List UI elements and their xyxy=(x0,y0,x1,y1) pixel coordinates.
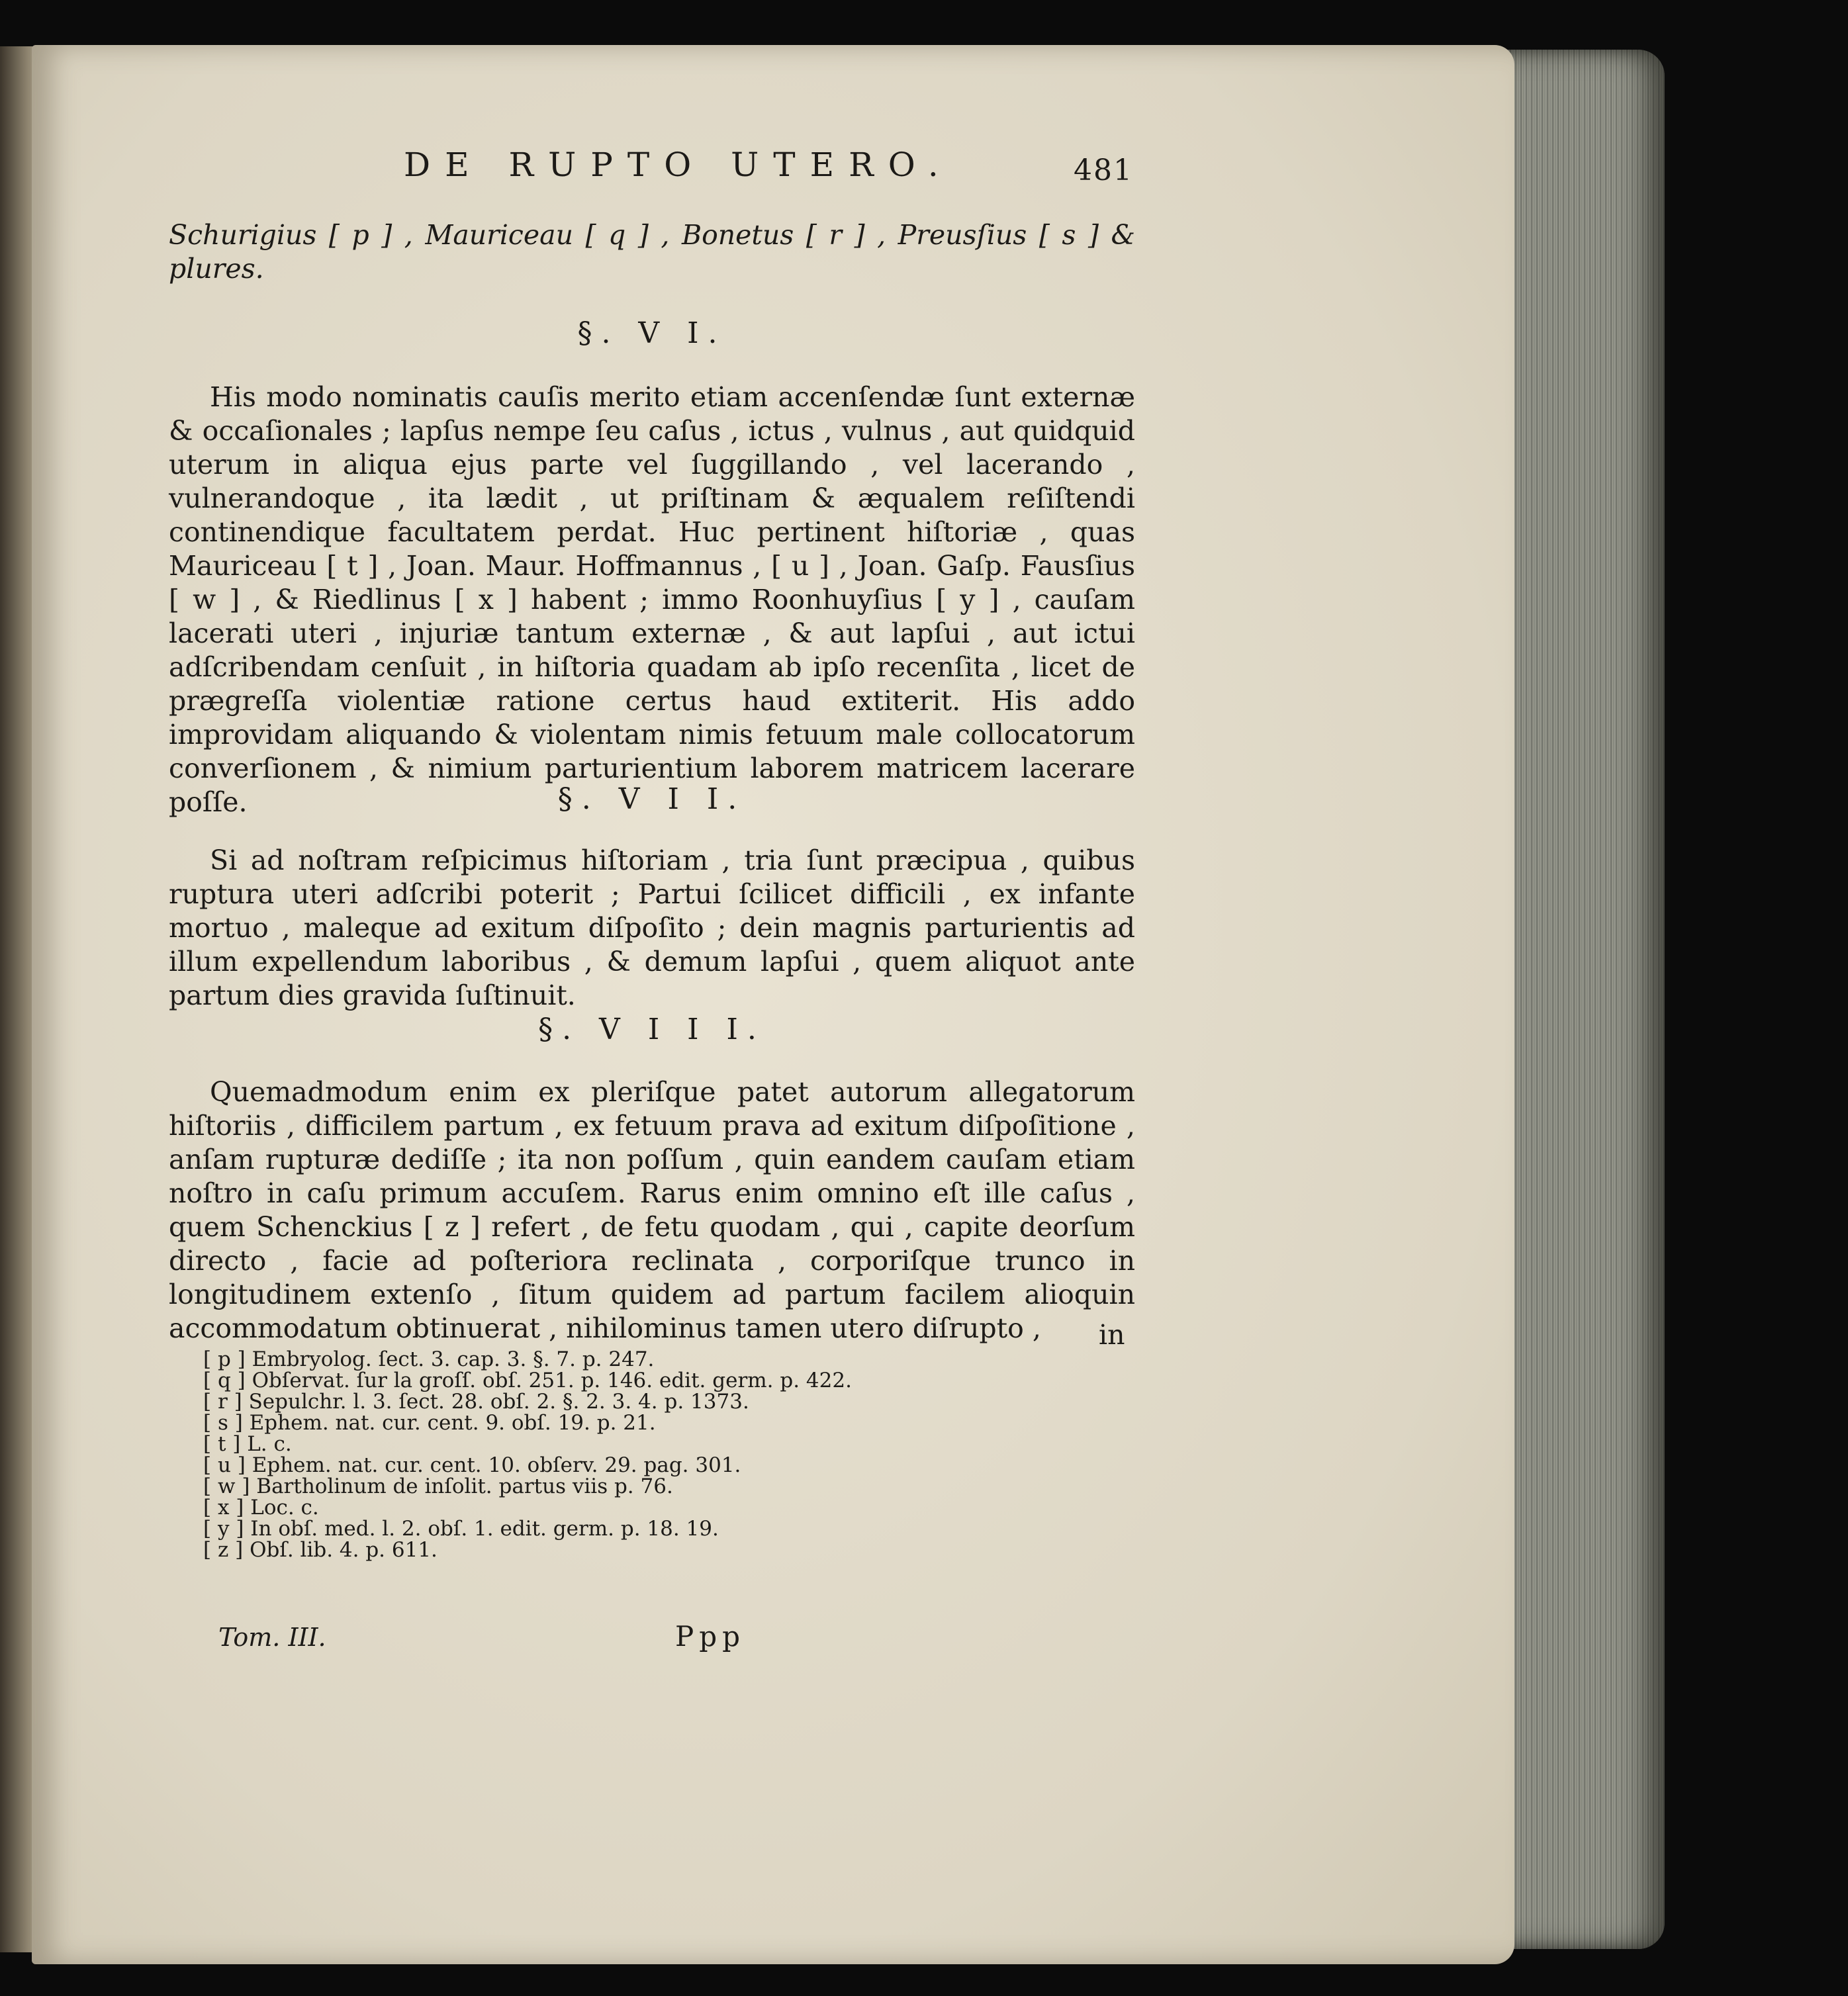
footnote-x: [ x ] Loc. c. xyxy=(203,1496,319,1520)
footnote-z: [ z ] Obſ. lib. 4. p. 611. xyxy=(203,1538,438,1562)
footnote-u: [ u ] Ephem. nat. cur. cent. 10. obſerv. 29. pag. 301. xyxy=(203,1453,741,1477)
section-title-vii: §. V I I. xyxy=(557,782,747,816)
section-vi-body xyxy=(169,381,1135,819)
intro-text xyxy=(169,218,1135,286)
intro-paragraph: Schurigius [ p ] , Mauriceau [ q ] , Bonetus [ r ] , Preusſius [ s ] & plures. xyxy=(169,219,1135,285)
footnote-q: [ q ] Obſervat. ſur la groſſ. obſ. 251. p. 146. edit. germ. p. 422. xyxy=(203,1369,852,1392)
catchword: in xyxy=(1099,1319,1125,1351)
footnote-r: [ r ] Sepulchr. l. 3. ſect. 28. obſ. 2. §. 2. 3. 4. p. 1373. xyxy=(203,1390,749,1414)
footnote-y: [ y ] In obſ. med. l. 2. obſ. 1. edit. germ. p. 18. 19. xyxy=(203,1517,719,1541)
paragraph: His modo nominatis cauſis merito etiam accenſendæ ſunt externæ & occaſionales ; lapſus nempe ſeu caſus , ictus , vulnus , aut quidquid uterum in aliqua ejus parte vel ſuggillando , vel lacerando , vulnerandoque , ita lædit , ut priſtinam & æqualem reſiſtendi continendique facultatem perdat. Huc pertinent hiſtoriæ , quas Mauriceau [ t ] , Joan. Maur. Hoffmannus , [ u ] , Joan. Gaſp. Fausſius [ w ] , & Riedlinus [ x ] habent ; immo Roonhuyſius [ y ] , cauſam lacerati uteri , injuriæ tantum externæ , & aut lapſui , aut ictui adſcribendam cenſuit , in hiſtoria quadam ab ipſo recenſita , licet de prægreſſa violentiæ ratione certus haud extiterit. His addo improvidam aliquando & violentam nimis fetuum male collocatorum converſionem , & nimium parturientium laborem matricem lacerare poſſe. xyxy=(169,381,1135,818)
running-head: DE RUPTO UTERO. xyxy=(404,146,953,184)
footnote-t: [ t ] L. c. xyxy=(203,1432,292,1456)
section-title-viii: §. V I I I. xyxy=(538,1013,766,1046)
page-number: 481 xyxy=(1074,154,1133,187)
paragraph: Si ad noſtram reſpicimus hiſtoriam , tria ſunt præcipua , quibus ruptura uteri adſcribi poterit ; Partui ſcilicet difficili , ex infante mortuo , maleque ad exitum diſpoſito ; dein magnis parturientis ad illum expellendum laboribus , & demum lapſui , quem aliquot ante partum dies gravida ſuſtinuit. xyxy=(169,844,1135,1011)
footnote-p: [ p ] Embryolog. ſect. 3. cap. 3. §. 7. p. 247. xyxy=(203,1347,655,1371)
signature-mark: Ppp xyxy=(675,1620,746,1653)
footnote-s: [ s ] Ephem. nat. cur. cent. 9. obſ. 19. p. 21. xyxy=(203,1411,656,1435)
section-vii-body xyxy=(169,844,1135,1013)
footnotes xyxy=(203,1349,997,1561)
section-title-vi: §. V I. xyxy=(577,316,727,350)
footnote-w: [ w ] Bartholinum de inſolit. partus viis p. 76. xyxy=(203,1474,673,1498)
paragraph: Quemadmodum enim ex pleriſque patet autorum allegatorum hiſtoriis , difficilem partum , ex fetuum prava ad exitum diſpoſitione , anſam rupturæ dediſſe ; ita non poſſum , quin eandem cauſam etiam noſtro in caſu primum accuſem. Rarus enim omnino eſt ille caſus , quem Schenckius [ z ] refert , de fetu quodam , qui , capite deorſum directo , facie ad poſteriora reclinata , corporiſque trunco in longitudinem extenſo , ſitum quidem ad partum facilem alioquin accommodatum obtinuerat , nihilominus tamen utero diſrupto , xyxy=(169,1076,1135,1344)
volume-signature: Tom. III. xyxy=(218,1623,326,1652)
section-viii-body xyxy=(169,1075,1135,1345)
